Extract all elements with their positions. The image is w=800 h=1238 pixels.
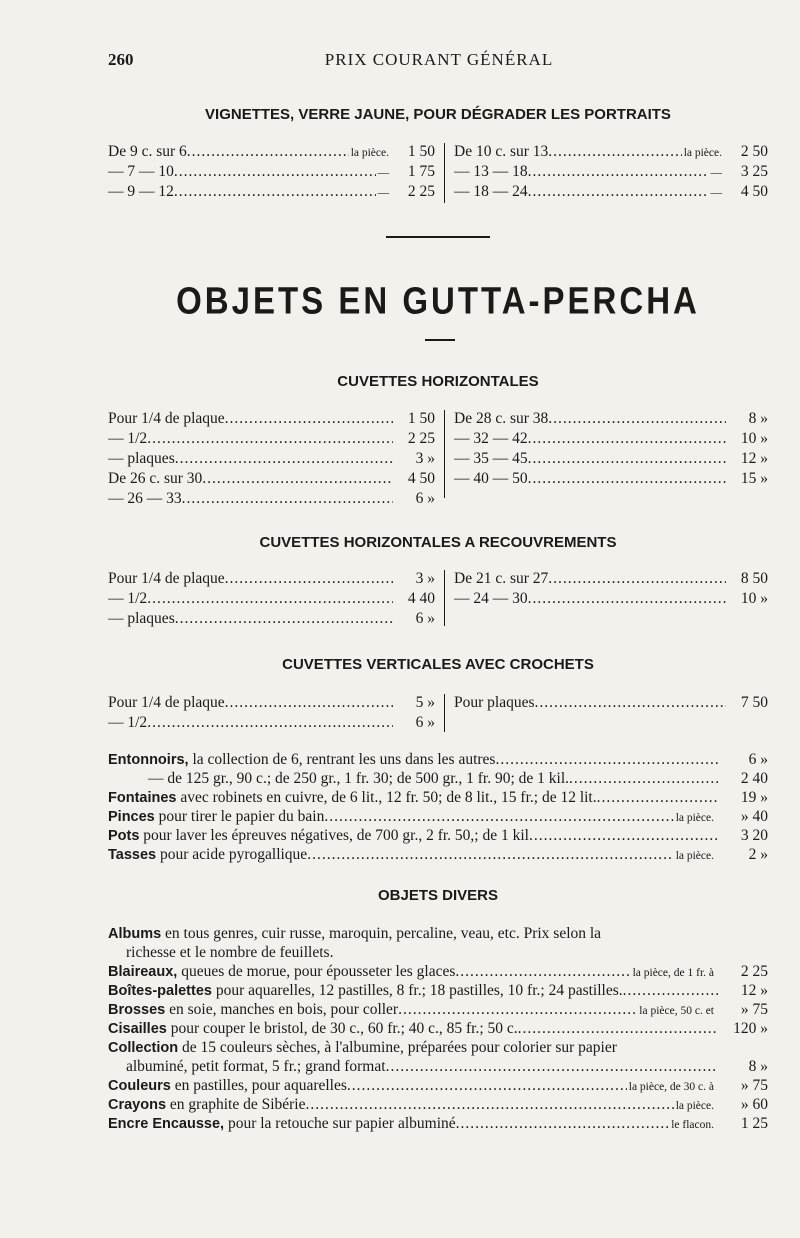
running-header	[108, 50, 770, 74]
entry-name: Pots	[108, 828, 140, 844]
price-row	[454, 450, 768, 470]
price-row	[108, 590, 435, 610]
item-label: — 18 — 24	[454, 183, 528, 200]
cuvettes-recouvrements-heading: CUVETTES HORIZONTALES A RECOUVREMENTS	[259, 534, 617, 551]
entry-continuation: richesse et le nombre de feuillets.	[126, 944, 334, 961]
catalog-entry	[108, 1000, 768, 1019]
item-label: Pour 1/4 de plaque	[108, 694, 225, 711]
entry-name: Brosses	[108, 1002, 166, 1018]
dot-leader	[225, 410, 393, 428]
item-label: Pour 1/4 de plaque	[108, 570, 225, 587]
dot-leader	[175, 610, 393, 628]
price-row	[108, 470, 435, 490]
item-price: 2 25	[740, 963, 768, 980]
dot-leader	[174, 183, 376, 201]
item-label: Pour 1/4 de plaque	[108, 410, 225, 427]
item-price: 1 25	[740, 1115, 768, 1132]
entry-line	[108, 1038, 768, 1057]
catalog-entry	[108, 981, 768, 1000]
item-label: De 28 c. sur 38	[454, 410, 549, 427]
dot-leader	[528, 430, 726, 448]
catalog-entry	[108, 962, 768, 981]
dot-leader	[518, 1019, 718, 1038]
item-price: » 60	[740, 1096, 768, 1113]
item-label: — 7 — 10	[108, 163, 174, 180]
dot-leader	[569, 769, 718, 788]
entry-name: Couleurs	[108, 1078, 171, 1094]
price-row	[454, 590, 768, 610]
item-label: — 13 — 18	[454, 163, 528, 180]
item-price: 8 50	[740, 570, 768, 587]
entry-name: Albums	[108, 926, 162, 942]
item-label: De 9 c. sur 6	[108, 143, 187, 160]
item-label: — 1/2	[108, 714, 148, 731]
entry-text	[148, 769, 569, 788]
column-divider	[444, 694, 445, 732]
entry-continuation-line	[108, 943, 768, 962]
dot-leader	[175, 450, 393, 468]
price-row	[454, 163, 768, 183]
price-row	[108, 163, 435, 183]
entry-text	[108, 1076, 347, 1095]
dot-leader	[225, 694, 393, 712]
entry-description: pour laver les épreuves négatives, de 700 gr., 2 fr. 50,; de 1 kil	[139, 827, 529, 844]
title-underline-rule	[425, 339, 455, 341]
entry-line	[108, 924, 768, 943]
item-price: 6 »	[415, 714, 435, 731]
item-price: 6 »	[415, 610, 435, 627]
cuvettes-recouvrements-left-column	[108, 570, 435, 630]
dot-leader	[548, 143, 681, 161]
catalog-entry	[108, 1019, 768, 1038]
item-label: De 10 c. sur 13	[454, 143, 549, 160]
price-row	[454, 694, 768, 714]
entry-line	[108, 1114, 768, 1133]
entry-text	[108, 845, 307, 864]
entry-text	[108, 1114, 456, 1133]
entry-continuation-line	[108, 1057, 768, 1076]
item-price: 4 50	[407, 470, 435, 487]
item-price: 8 »	[748, 1058, 768, 1075]
vignettes-heading: VIGNETTES, VERRE JAUNE, POUR DÉGRADER LES PORTRAITS	[205, 106, 671, 123]
price-unit: le flacon.	[671, 1119, 714, 1131]
dot-leader	[528, 470, 726, 488]
item-price: » 75	[740, 1001, 768, 1018]
item-label: Pour plaques	[454, 694, 535, 711]
price-row	[108, 694, 435, 714]
column-divider	[444, 410, 445, 498]
entry-description: en graphite de Sibérie	[166, 1096, 306, 1113]
dot-leader	[182, 490, 393, 508]
entry-description: — de 125 gr., 90 c.; de 250 gr., 1 fr. 30; de 500 gr., 1 fr. 90; de 1 kil.	[148, 770, 570, 787]
catalog-entry	[108, 924, 768, 962]
entry-line	[108, 750, 768, 769]
entry-continuation: albuminé, petit format, 5 fr.; grand format	[126, 1058, 386, 1075]
price-row	[108, 490, 435, 510]
dot-leader	[202, 470, 393, 488]
price-row	[454, 470, 768, 490]
dot-leader	[174, 163, 376, 181]
price-unit: —	[710, 167, 722, 179]
dot-leader	[305, 1095, 673, 1114]
item-price: 12 »	[740, 450, 768, 467]
item-price: 2 25	[407, 183, 435, 200]
dot-leader	[147, 590, 393, 608]
entry-text	[108, 807, 324, 826]
entry-name: Tasses	[108, 847, 157, 863]
item-price: 3 25	[740, 163, 768, 180]
price-row	[108, 430, 435, 450]
price-row	[454, 143, 768, 163]
catalog-entry	[108, 750, 768, 769]
entry-line	[108, 807, 768, 826]
entry-name: Boîtes-palettes	[108, 983, 212, 999]
item-price: 5 »	[415, 694, 435, 711]
price-row	[108, 714, 435, 734]
item-price: 4 40	[407, 590, 435, 607]
entry-line	[108, 1000, 768, 1019]
item-price: 19 »	[740, 789, 768, 806]
item-price: 8 »	[748, 410, 768, 427]
price-row	[108, 183, 435, 203]
dot-leader	[548, 410, 726, 428]
entry-description: avec robinets en cuivre, de 6 lit., 12 fr. 50; de 8 lit., 15 fr.; de 12 lit.	[176, 789, 597, 806]
entry-line	[108, 845, 768, 864]
dot-leader	[495, 750, 718, 769]
item-price: 2 50	[740, 143, 768, 160]
page-number: 260	[108, 50, 134, 69]
price-row	[108, 570, 435, 590]
price-row	[108, 143, 435, 163]
cuvettes-verticales-heading: CUVETTES VERTICALES AVEC CROCHETS	[282, 656, 594, 673]
entry-line	[108, 769, 768, 788]
item-price: 2 40	[740, 770, 768, 787]
item-price: » 40	[740, 808, 768, 825]
entry-text	[108, 1038, 617, 1057]
cuvettes-horizontales-heading: CUVETTES HORIZONTALES	[337, 373, 539, 390]
item-price: 10 »	[740, 430, 768, 447]
item-price: 4 50	[740, 183, 768, 200]
item-price: 2 »	[748, 846, 768, 863]
column-divider	[444, 143, 445, 203]
dot-leader	[528, 590, 726, 608]
dot-leader	[324, 807, 673, 826]
price-row	[454, 430, 768, 450]
item-price: 3 20	[740, 827, 768, 844]
item-label: — 26 — 33	[108, 490, 182, 507]
item-label: — 32 — 42	[454, 430, 528, 447]
entry-text	[108, 962, 455, 981]
item-price: 2 25	[407, 430, 435, 447]
entry-description: queues de morue, pour épousseter les glaces	[177, 963, 456, 980]
entry-description: de 15 couleurs sèches, à l'albumine, préparées pour colorier sur papier	[178, 1039, 617, 1056]
item-price: » 75	[740, 1077, 768, 1094]
dot-leader	[528, 163, 709, 181]
dot-leader	[187, 143, 349, 161]
dot-leader	[386, 1057, 718, 1076]
gutta-percha-items-list	[108, 750, 768, 864]
objets-divers-list	[108, 924, 768, 1133]
item-label: — 1/2	[108, 430, 148, 447]
cuvettes-horizontales-right-column	[454, 410, 768, 490]
price-unit: la pièce, de 30 c. à	[628, 1081, 714, 1093]
catalog-entry	[108, 826, 768, 845]
price-unit: la pièce.	[350, 147, 389, 159]
item-price: 120 »	[733, 1020, 768, 1037]
entry-line	[108, 981, 768, 1000]
entry-name: Crayons	[108, 1097, 167, 1113]
entry-name: Encre Encausse,	[108, 1116, 225, 1132]
catalog-entry	[108, 1038, 768, 1076]
item-price: 6 »	[415, 490, 435, 507]
entry-description: pour tirer le papier du bain	[154, 808, 325, 825]
catalog-entry	[108, 807, 768, 826]
item-price: 15 »	[740, 470, 768, 487]
dot-leader	[307, 845, 674, 864]
item-price: 12 »	[740, 982, 768, 999]
entry-line	[108, 1019, 768, 1038]
entry-line	[108, 1095, 768, 1114]
catalog-entry	[108, 1095, 768, 1114]
price-row	[454, 410, 768, 430]
price-unit: la pièce, de 1 fr. à	[632, 967, 714, 979]
entry-name: Entonnoirs,	[108, 752, 189, 768]
entry-description: en pastilles, pour aquarelles	[170, 1077, 347, 1094]
entry-line	[108, 826, 768, 845]
entry-line	[108, 962, 768, 981]
price-unit: —	[377, 167, 389, 179]
entry-text	[108, 1000, 398, 1019]
price-row	[108, 410, 435, 430]
entry-name: Pinces	[108, 809, 155, 825]
item-price: 7 50	[740, 694, 768, 711]
item-label: — 1/2	[108, 590, 148, 607]
dot-leader	[147, 714, 393, 732]
price-unit: la pièce.	[683, 147, 722, 159]
catalog-entry	[108, 788, 768, 807]
column-divider	[444, 570, 445, 626]
entry-text	[108, 1019, 518, 1038]
catalog-entry	[108, 845, 768, 864]
entry-description: pour acide pyrogallique	[156, 846, 308, 863]
entry-description: en tous genres, cuir russe, maroquin, percaline, veau, etc. Prix selon la	[161, 925, 602, 942]
item-price: 1 50	[407, 143, 435, 160]
dot-leader	[398, 1000, 637, 1019]
vignettes-right-column	[454, 143, 768, 203]
price-row	[454, 183, 768, 203]
dot-leader	[147, 430, 393, 448]
entry-text	[108, 788, 597, 807]
entry-description: la collection de 6, rentrant les uns dans les autres	[188, 751, 496, 768]
entry-line	[108, 1076, 768, 1095]
item-label: — 35 — 45	[454, 450, 528, 467]
entry-text	[108, 1095, 305, 1114]
entry-text	[108, 924, 601, 943]
dot-leader	[597, 788, 718, 807]
item-price: 10 »	[740, 590, 768, 607]
item-label: — plaques	[108, 610, 175, 627]
item-label: De 26 c. sur 30	[108, 470, 203, 487]
catalog-entry	[108, 769, 768, 788]
entry-text	[108, 981, 623, 1000]
dot-leader	[528, 450, 726, 468]
item-label: — plaques	[108, 450, 175, 467]
price-unit: la pièce.	[675, 1100, 714, 1112]
price-unit: —	[710, 187, 722, 199]
cuvettes-verticales-right-column	[454, 694, 768, 714]
section-divider-rule	[386, 236, 490, 238]
item-price: 6 »	[748, 751, 768, 768]
dot-leader	[456, 1114, 670, 1133]
item-price: 1 75	[407, 163, 435, 180]
price-unit: la pièce.	[675, 812, 714, 824]
price-unit: la pièce.	[675, 850, 714, 862]
price-row	[454, 570, 768, 590]
objets-divers-heading: OBJETS DIVERS	[377, 887, 499, 904]
catalog-entry	[108, 1076, 768, 1095]
dot-leader	[529, 826, 718, 845]
dot-leader	[455, 962, 630, 981]
running-title: PRIX COURANT GÉNÉRAL	[324, 50, 554, 69]
entry-description: pour couper le bristol, de 30 c., 60 fr.; 40 c., 85 fr.; 50 c.	[166, 1020, 518, 1037]
catalog-entry	[108, 1114, 768, 1133]
dot-leader	[225, 570, 393, 588]
entry-name: Blaireaux,	[108, 964, 178, 980]
dot-leader	[548, 570, 726, 588]
price-unit: la pièce, 50 c. et	[639, 1005, 714, 1017]
item-label: — 9 — 12	[108, 183, 174, 200]
entry-description: pour la retouche sur papier albuminé	[224, 1115, 456, 1132]
vignettes-left-column	[108, 143, 435, 203]
item-label: — 24 — 30	[454, 590, 528, 607]
cuvettes-horizontales-left-column	[108, 410, 435, 510]
item-price: 3 »	[415, 450, 435, 467]
dot-leader	[347, 1076, 627, 1095]
cuvettes-verticales-left-column	[108, 694, 435, 734]
item-price: 1 50	[407, 410, 435, 427]
price-unit: —	[377, 187, 389, 199]
item-label: — 40 — 50	[454, 470, 528, 487]
price-row	[108, 450, 435, 470]
price-row	[108, 610, 435, 630]
cuvettes-recouvrements-right-column	[454, 570, 768, 610]
entry-text	[108, 750, 495, 769]
dot-leader	[623, 981, 718, 1000]
item-price: 3 »	[415, 570, 435, 587]
entry-description: pour aquarelles, 12 pastilles, 8 fr.; 18 pastilles, 10 fr.; 24 pastilles.	[211, 982, 623, 999]
item-label: De 21 c. sur 27	[454, 570, 549, 587]
main-section-title: OBJETS EN GUTTA-PERCHA	[176, 279, 700, 322]
entry-line	[108, 788, 768, 807]
entry-description: en soie, manches en bois, pour coller	[165, 1001, 399, 1018]
entry-name: Fontaines	[108, 790, 177, 806]
entry-name: Cisailles	[108, 1021, 167, 1037]
dot-leader	[528, 183, 709, 201]
dot-leader	[535, 694, 726, 712]
entry-text	[108, 826, 529, 845]
entry-name: Collection	[108, 1040, 179, 1056]
